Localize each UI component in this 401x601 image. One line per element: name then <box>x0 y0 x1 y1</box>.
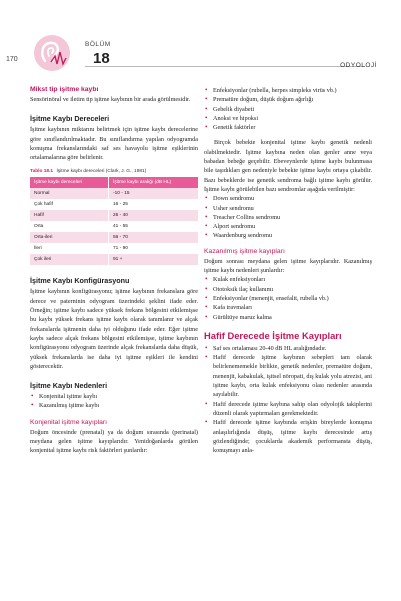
config-text: İşitme kaybının konfigürasyonu; işitme kaybının frekanslara göre derece ve paterninin odyogram üzerindeki şeklini ifade eder. Örneğin; işitme kaybı sadece yüksek frekans bölgesini etkilemişse bu kaybı yüksek frekans işitme kaybı olarak tanımlanır ve alçak frekanslarda işitmenin daha iyi olduğunu ifade eder. Eğer işitme kaybı sadece alçak frekans bölgesini etkilemişse, işitme kaybının konfigürasyonu odyogram üzerinde alçak frekanslarda daha düşük, yüksek frekanslarda ise daha iyi işitme eşikleri ile kendini gösterecektir. <box>30 288 198 370</box>
table-tag: Tablo 18.1 <box>30 169 54 175</box>
degrees-text: İşitme kaybının miktarını belirtmek için işitme kaybı derecelerine göre sınıflandırılmaktadır. Bu sınıflandırma yapılan odyogramda konuşma frekanslarındaki saf ses havayolu işitme eşiklerinin ortalamalarına göre belirlenir. <box>30 126 198 162</box>
table-cell-degree: Çok ileri <box>30 254 109 265</box>
list-item: • Hafif derecede işitme kaybında erişkin bireylerde konuşma anlaşılırlığında düşüş, işitme kaybı derecesinde artış gözlendiğinde; çocuklarda akademik performansta düşüş, konuşmayı anla- <box>204 418 372 455</box>
table-caption-text: İşitme kaybı dereceleri (Clark, J. G., 1981) <box>56 169 147 175</box>
acquired-heading: Kazanılmış işitme kayıpları <box>204 247 285 255</box>
table-row <box>30 199 198 210</box>
acquired-text: Doğum sonrası meydana gelen işitme kayıplarıdır. Kazanılmış işitme kaybı nedenleri şunlardır: <box>204 257 372 275</box>
table-header-row <box>30 177 198 188</box>
causes-heading: İşitme Kaybı Nedenleri <box>30 381 108 391</box>
page-number: 170 <box>6 56 18 63</box>
list-item: • Enfeksiyonlar (rubella, herpes simpleks virüs vb.) <box>204 86 372 95</box>
table-row <box>30 221 198 232</box>
table-cell-range: 91 + <box>109 254 199 265</box>
table-cell-degree: Çok hafif <box>30 199 109 210</box>
table-header-range: İşitme kaybı aralığı (dB HL) <box>109 177 199 188</box>
mild-heading: Hafif Derecede İşitme Kayıpları <box>204 329 342 341</box>
genetic-text: Birçok bebekte konjenital işitme kaybı genetik nedenli olabilmektedir. İşitme kaybına neden olan genler anne veya babadan bebeğe geçebilir. Ebeveynlerde işitme kaybı bulunmasa bile taşıdıkları gen nedeniyle bebekte işitme kaybı ortaya çıkabilir. Bazı bebeklerde ise genetik sendroma bağlı işitme kaybı görülür. İşitme kaybı görülebilen bazı sendromlar aşağıda verilmiştir: <box>204 139 372 193</box>
chapter-number: 18 <box>93 50 110 67</box>
congenital-heading: Konjenital işitme kayıpları <box>30 418 108 426</box>
list-item: • Waardenburg sendromu <box>204 231 372 240</box>
list-item: • Alport sendromu <box>204 222 372 231</box>
table-cell-degree: Hafif <box>30 210 109 221</box>
list-item: • Kazanılmış işitme kaybı <box>30 401 198 410</box>
table-cell-degree: Orta <box>30 221 109 232</box>
syndrome-list <box>204 194 372 240</box>
list-item: • Saf ses ortalaması 20-40 dB HL aralığındadır. <box>204 344 372 353</box>
table-cell-range: 41 - 55 <box>109 221 199 232</box>
list-item: • Gebelik diyabeti <box>204 105 372 114</box>
table-cell-degree: Normal <box>30 188 109 199</box>
list-item: • Gürültüye maruz kalma <box>204 313 372 322</box>
table-caption <box>30 169 198 174</box>
list-item: • Hafif derecede işitme kaybına sahip olan odyolojik takiplerini düzenli olarak yaptırmaları gerekmektedir. <box>204 400 372 419</box>
table-row <box>30 210 198 221</box>
table-header-degree: İşitme kaybı dereceleri <box>30 177 109 188</box>
left-column <box>30 86 198 456</box>
table-row <box>30 243 198 254</box>
list-item: • Konjenital işitme kaybı <box>30 392 198 401</box>
config-heading: İşitme Kaybı Konfigürasyonu <box>30 276 130 286</box>
list-item: • Ototoksik ilaç kullanımı <box>204 285 372 294</box>
table-cell-range: 56 - 70 <box>109 232 199 243</box>
list-item: • Genetik faktörler <box>204 123 372 132</box>
table-cell-range: 16 - 25 <box>109 199 199 210</box>
list-item: • Prematüre doğum, düşük doğum ağırlığı <box>204 95 372 104</box>
right-column <box>204 86 372 455</box>
list-item: • Enfeksiyonlar (menenjit, ensefalit, rubella vb.) <box>204 294 372 303</box>
table-cell-range: -10 - 15 <box>109 188 199 199</box>
mixed-heading: Mikst tip işitme kaybı <box>30 86 99 93</box>
list-item: • Anoksi ve hipoksi <box>204 114 372 123</box>
list-item: • Kulak enfeksiyonları <box>204 275 372 284</box>
table-cell-range: 26 - 40 <box>109 210 199 221</box>
table-row <box>30 254 198 265</box>
congenital-text: Doğum öncesinde (prenatal) ya da doğum sırasında (perinatal) meydana gelen işitme kayıplarıdır. Yenidoğanlarda görülen konjenital işitme kaybı risk faktörleri şunlardır: <box>30 428 198 455</box>
table-cell-degree: İleri <box>30 243 109 254</box>
causes-list <box>30 392 198 411</box>
table-cell-range: 71 - 90 <box>109 243 199 254</box>
chapter-label: BÖLÜM <box>85 41 111 48</box>
table-row <box>30 188 198 199</box>
risk-factor-list <box>204 86 372 132</box>
running-title: ODYOLOJİ <box>340 62 377 69</box>
mixed-text: Sensörinöral ve iletim tip işitme kaybının bir arada görülmesidir. <box>30 96 191 103</box>
degrees-heading: İşitme Kaybı Dereceleri <box>30 114 110 124</box>
list-item: • Usher sendromu <box>204 204 372 213</box>
table-cell-degree: Orta-ileri <box>30 232 109 243</box>
table-row <box>30 232 198 243</box>
hearing-loss-table <box>30 177 198 265</box>
ear-logo-icon <box>33 34 71 72</box>
list-item: • Kafa travmaları <box>204 303 372 312</box>
acquired-list <box>204 275 372 321</box>
list-item: • Treacher Collins sendromu <box>204 213 372 222</box>
mild-list <box>204 344 372 456</box>
list-item: • Down sendromu <box>204 194 372 203</box>
header-divider <box>85 66 365 67</box>
list-item: • Hafif derecede işitme kaybının sebepleri tam olarak belirlenememekle birlikte, genetik nedenler, prematüre doğum, menenjit, kabakulak, işitsel nöropati, dış kulak yolu atrezisi, ani işitme kaybı, orta kulak enfeksiyonu olası nedenler arasında sayılabilir. <box>204 353 372 399</box>
